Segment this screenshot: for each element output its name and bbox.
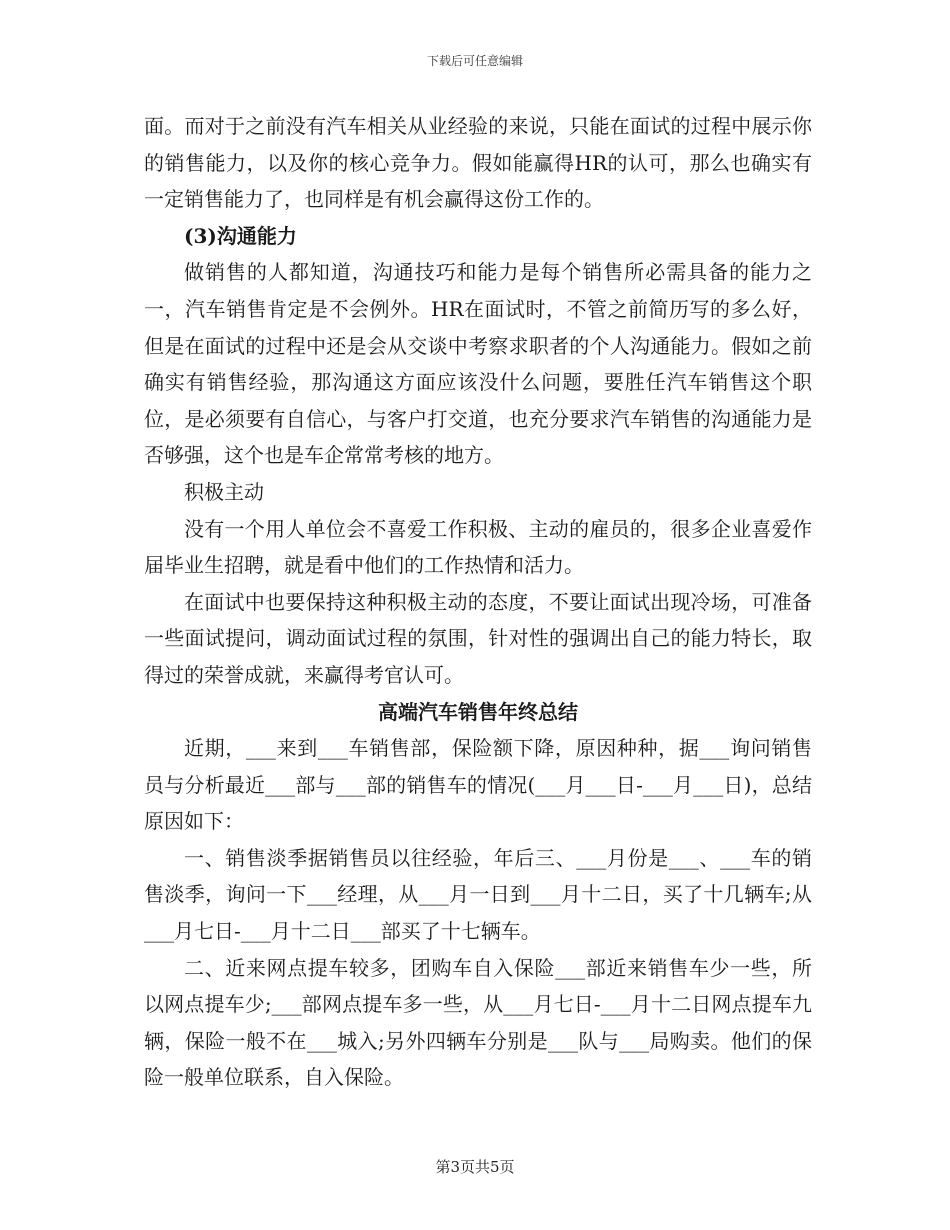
section-heading-proactive: 积极主动 [184,479,264,504]
page-footer: 第3页共5页 [435,1158,515,1176]
paragraph-summary-point-1: 一、销售淡季据销售员以往经验，年后三、___月份是___、___车的销售淡季，询问一下___经理，从___月一日到___月十二日，买了十几辆车;从___月七日-___月十二日___部买了十七辆车。 [144,845,812,944]
paragraph-proactive-1: 没有一个用人单位会不喜爱工作积极、主动的雇员的，很多企业喜爱作届毕业生招聘，就是看中他们的工作热情和活力。 [144,516,812,578]
paragraph-continuation: 面。而对于之前没有汽车相关从业经验的来说，只能在面试的过程中展示你的销售能力，以及你的核心竞争力。假如能赢得HR的认可，那么也确实有一定销售能力了，也同样是有机会赢得这份工作的。 [144,114,812,212]
paragraph-communication: 做销售的人都知道，沟通技巧和能力是每个销售所必需具备的能力之一，汽车销售肯定是不会例外。HR在面试时，不管之前简历写的多么好，但是在面试的过程中还是会从交谈中考察求职者的个人沟通能力。假如之前确实有销售经验，那沟通这方面应该没什么问题，要胜任汽车销售这个职位，是必须要有自信心，与客户打交道，也充分要求汽车销售的沟通能力是否够强，这个也是车企常常考核的地方。 [144,260,812,468]
paragraph-summary-intro: 近期，___来到___车销售部，保险额下降，原因种种，据___询问销售员与分析最近___部与___部的销售车的情况(___月___日-___月___日)，总结原因如下： [144,736,812,834]
page-header: 下载后可任意编辑 [426,54,523,68]
document-body [144,108,812,1096]
paragraph-summary-point-2: 二、近来网点提车较多，团购车自入保险___部近来销售车少一些，所以网点提车少;___部网点提车多一些，从___月七日-___月十二日网点提车九辆，保险一般不在___城入;另外四辆车分别是___队与___局购卖。他们的保险一般单位联系，自入保险。 [144,955,812,1090]
document-title: 高端汽车销售年终总结 [378,699,578,724]
paragraph-proactive-2: 在面试中也要保持这种积极主动的态度，不要让面试出现冷场，可准备一些面试提问，调动面试过程的氛围，针对性的强调出自己的能力特长，取得过的荣誉成就，来赢得考官认可。 [144,589,812,687]
section-heading-communication: (3)沟通能力 [184,223,297,248]
